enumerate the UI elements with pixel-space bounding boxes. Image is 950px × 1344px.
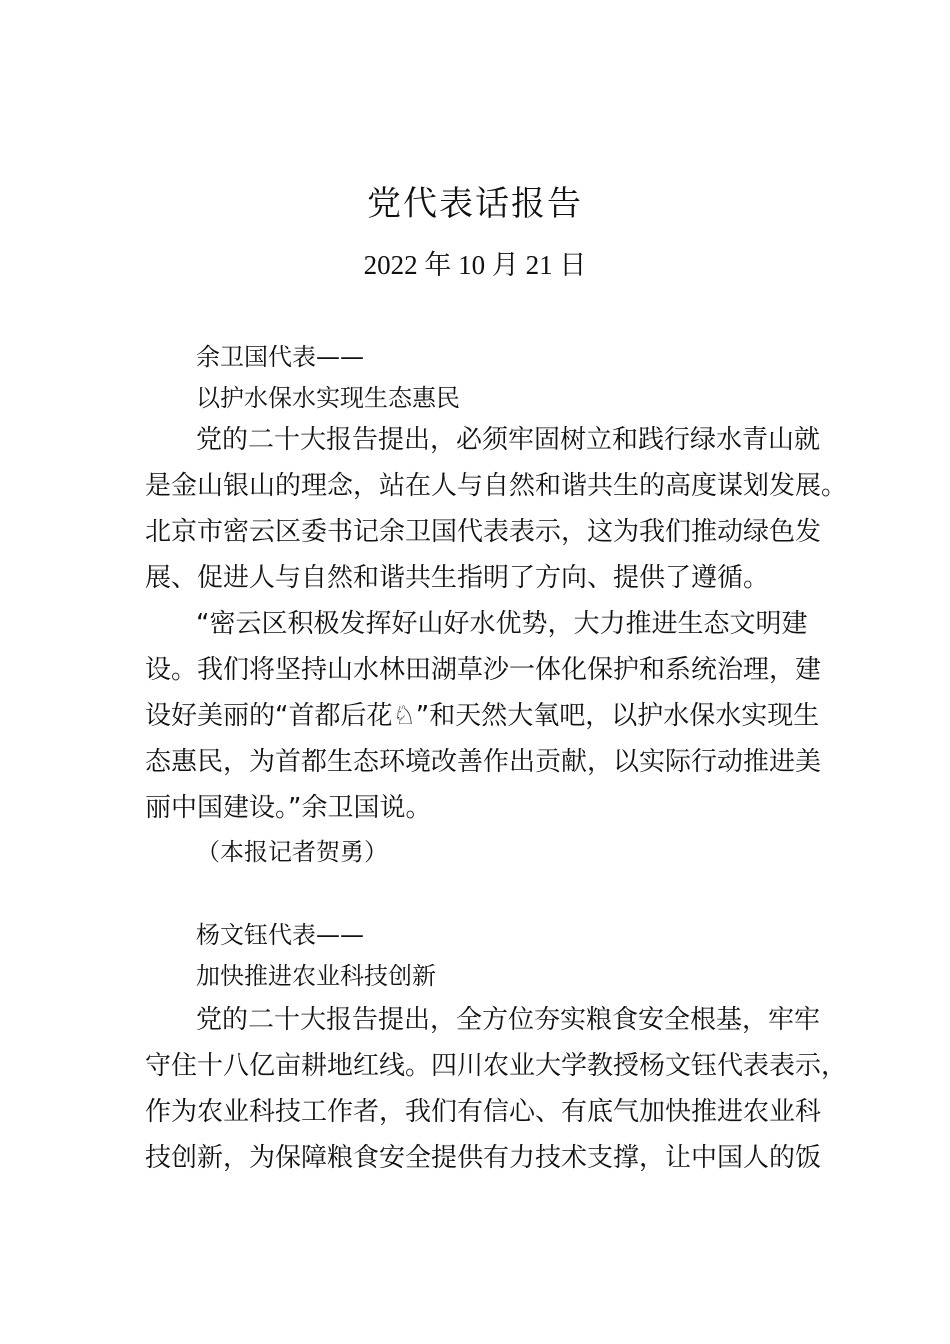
report-date: 2022 年 10 月 21 日 xyxy=(363,250,587,280)
section1-p2-line: “密云区积极发挥好山好水优势，大力推进生态文明建 xyxy=(196,609,808,639)
section1-p2-line: 设好美丽的“首都后花♘”和天然大氧吧，以护水保水实现生 xyxy=(145,701,820,731)
section1-p2-line: 丽中国建设。”余卫国说。 xyxy=(145,793,432,823)
section2-p1-line: 党的二十大报告提出，全方位夯实粮食安全根基，牢牢 xyxy=(196,1005,821,1035)
section1-p1-line: 展、促进人与自然和谐共生指明了方向、提供了遵循。 xyxy=(145,563,770,593)
section2-p1-line: 技创新，为保障粮食安全提供有力技术支撑，让中国人的饭 xyxy=(145,1143,822,1173)
page-title: 党代表话报告 xyxy=(367,184,583,224)
section2-p1-line: 作为农业科技工作者，我们有信心、有底气加快推进农业科 xyxy=(145,1097,822,1127)
section2-headline: 加快推进农业科技创新 xyxy=(196,962,436,990)
section1-reporter: （本报记者贺勇） xyxy=(196,838,388,866)
section1-p1-line: 是金山银山的理念，站在人与自然和谐共生的高度谋划发展。 xyxy=(145,471,848,501)
section1-headline: 以护水保水实现生态惠民 xyxy=(196,384,460,412)
section1-name-line: 余卫国代表—— xyxy=(196,343,364,371)
section1-p2-line: 设。我们将坚持山水林田湖草沙一体化保护和系统治理，建 xyxy=(145,655,822,685)
section2-p1-line: 守住十八亿亩耕地红线。四川农业大学教授杨文钰代表表示， xyxy=(145,1051,848,1081)
section1-p1-line: 北京市密云区委书记余卫国代表表示，这为我们推动绿色发 xyxy=(145,517,822,547)
section1-p2-line: 态惠民，为首都生态环境改善作出贡献，以实际行动推进美 xyxy=(145,747,822,777)
section2-name-line: 杨文钰代表—— xyxy=(196,921,364,949)
section1-p1-line: 党的二十大报告提出，必须牢固树立和践行绿水青山就 xyxy=(196,425,821,455)
